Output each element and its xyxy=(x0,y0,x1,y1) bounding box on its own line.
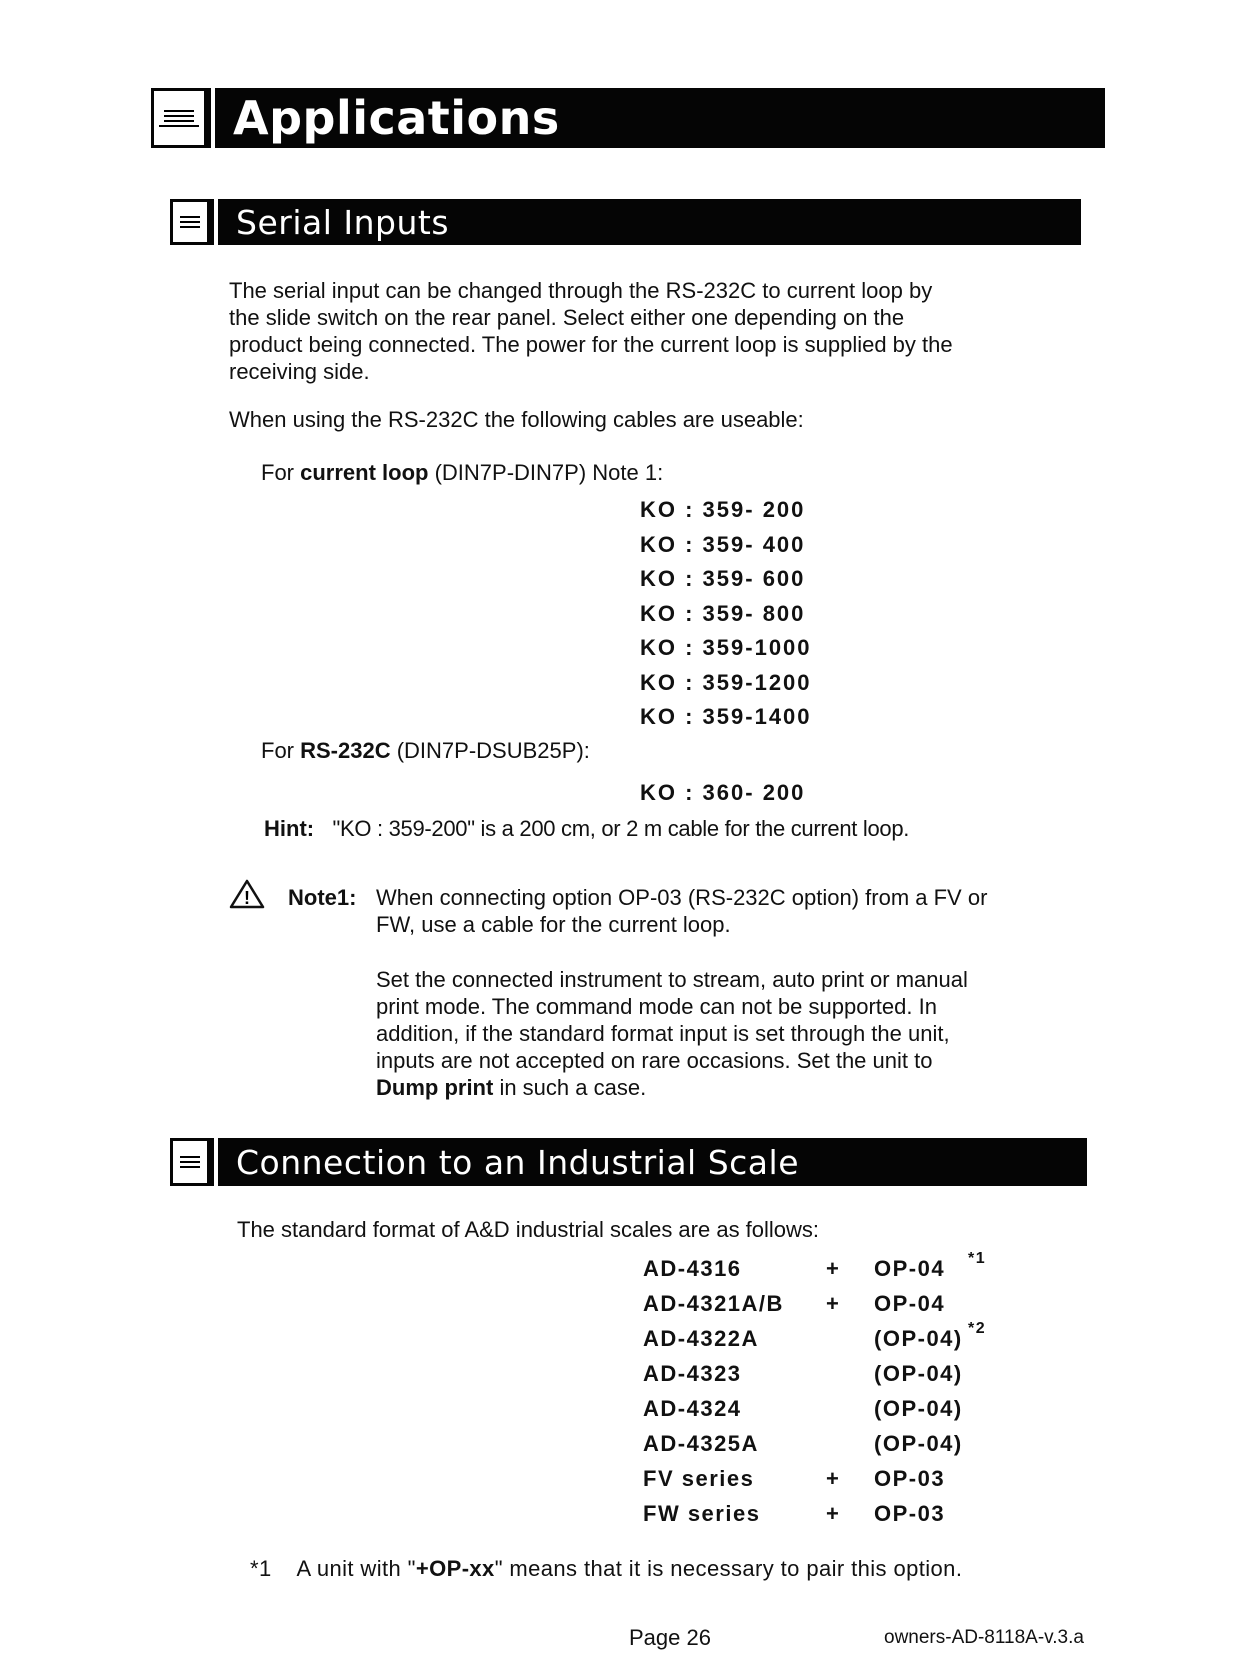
text: For xyxy=(261,738,301,763)
text: For xyxy=(261,460,301,485)
scale-model: AD-4322A xyxy=(643,1326,759,1351)
scale-model: FW series xyxy=(643,1501,761,1526)
note1-label: Note1: xyxy=(288,885,357,910)
text-line: addition, if the standard format input is set through the unit, xyxy=(376,1021,950,1046)
current-loop-label xyxy=(261,459,663,486)
text-line: inputs are not accepted on rare occasions. Set the unit to xyxy=(376,1048,933,1073)
footnote-ref: *2 xyxy=(968,1320,987,1337)
text-bold: +OP-xx xyxy=(415,1556,495,1581)
hint-label: Hint: xyxy=(264,816,315,841)
current-loop-cable-list xyxy=(640,497,812,739)
text-line: product being connected. The power for the current loop is supplied by the xyxy=(229,332,953,357)
plus-sign: + xyxy=(826,1291,841,1316)
text-bold: current loop xyxy=(300,460,429,485)
page-number: Page 26 xyxy=(629,1625,711,1650)
text-line: Set the connected instrument to stream, auto print or manual xyxy=(376,967,968,992)
cable-code: KO : 359-1200 xyxy=(640,669,812,695)
divider xyxy=(214,199,218,245)
serial-inputs-header-bar xyxy=(170,199,1081,245)
text-line: the slide switch on the rear panel. Select either one depending on the xyxy=(229,305,905,330)
divider xyxy=(211,88,215,148)
text-line: The serial input can be changed through the RS-232C to current loop by xyxy=(229,278,933,303)
serial-intro-paragraph xyxy=(229,277,1089,385)
hint xyxy=(264,815,909,842)
text-line: print mode. The command mode can not be supported. In xyxy=(376,994,937,1019)
scale-option: (OP-04) xyxy=(874,1431,963,1456)
text: (DIN7P-DIN7P) Note 1: xyxy=(428,460,664,485)
scale-model: AD-4325A xyxy=(643,1431,759,1456)
text: in such a case. xyxy=(493,1075,647,1100)
divider xyxy=(214,1138,218,1186)
section-title-industrial-scale: Connection to an Industrial Scale xyxy=(236,1142,799,1182)
text: (DIN7P-DSUB25P): xyxy=(390,738,590,763)
footnote-ref: *1 xyxy=(968,1250,987,1267)
section-title-serial-inputs: Serial Inputs xyxy=(236,202,450,242)
industrial-scale-header-bar xyxy=(170,1138,1087,1186)
page-title: Applications xyxy=(233,91,560,145)
document-icon xyxy=(151,88,207,148)
svg-text:!: ! xyxy=(244,888,250,908)
warning-icon xyxy=(229,879,265,909)
scale-option: OP-04 xyxy=(874,1291,946,1316)
scale-model: AD-4324 xyxy=(643,1396,742,1421)
text-line: FW, use a cable for the current loop. xyxy=(376,912,731,937)
applications-header-bar xyxy=(151,88,1105,148)
cable-code: KO : 359-1400 xyxy=(640,704,812,729)
text-bold: Dump print xyxy=(376,1075,494,1100)
cable-code: KO : 360- 200 xyxy=(640,780,806,805)
scale-option: OP-03 xyxy=(874,1466,946,1491)
hint-text: "KO : 359-200" is a 200 cm, or 2 m cable for the current loop. xyxy=(332,816,910,841)
document-id: owners-AD-8118A-v.3.a xyxy=(884,1627,1084,1648)
footnote xyxy=(250,1555,962,1582)
text: A unit with " xyxy=(296,1556,416,1581)
cable-code: KO : 359- 800 xyxy=(640,600,806,626)
cable-code: KO : 359- 200 xyxy=(640,497,806,522)
text-line: When connecting option OP-03 (RS-232C option) from a FV or xyxy=(376,885,988,910)
note1-text xyxy=(376,884,1096,938)
scale-model: AD-4323 xyxy=(643,1361,742,1386)
plus-sign: + xyxy=(826,1466,841,1491)
plus-sign: + xyxy=(826,1501,841,1526)
note1-paragraph xyxy=(376,966,1096,1101)
industrial-scale-intro: The standard format of A&D industrial scales are as follows: xyxy=(237,1217,820,1242)
scale-option: (OP-04) xyxy=(874,1396,963,1421)
text-line xyxy=(376,1074,1096,1101)
cables-intro: When using the RS-232C the following cables are useable: xyxy=(229,407,804,432)
scale-table xyxy=(0,1250,1244,1546)
list-icon xyxy=(170,1138,210,1186)
scale-model: AD-4316 xyxy=(643,1256,742,1281)
list-icon xyxy=(170,199,210,245)
scale-model: FV series xyxy=(643,1466,755,1491)
text: " means that it is necessary to pair this option. xyxy=(494,1556,963,1581)
text-bold: RS-232C xyxy=(300,738,391,763)
text-line: receiving side. xyxy=(229,359,370,384)
plus-sign: + xyxy=(826,1256,841,1281)
scale-option: OP-03 xyxy=(874,1501,946,1526)
scale-option: OP-04 xyxy=(874,1256,946,1281)
cable-code: KO : 359-1000 xyxy=(640,635,812,660)
cable-code: KO : 359- 600 xyxy=(640,566,806,591)
cable-code: KO : 359- 400 xyxy=(640,531,806,557)
scale-option: (OP-04) xyxy=(874,1326,963,1351)
footnote-mark: *1 xyxy=(250,1556,272,1581)
scale-model: AD-4321A/B xyxy=(643,1291,784,1316)
rs232c-label xyxy=(261,737,590,764)
scale-option: (OP-04) xyxy=(874,1361,963,1386)
